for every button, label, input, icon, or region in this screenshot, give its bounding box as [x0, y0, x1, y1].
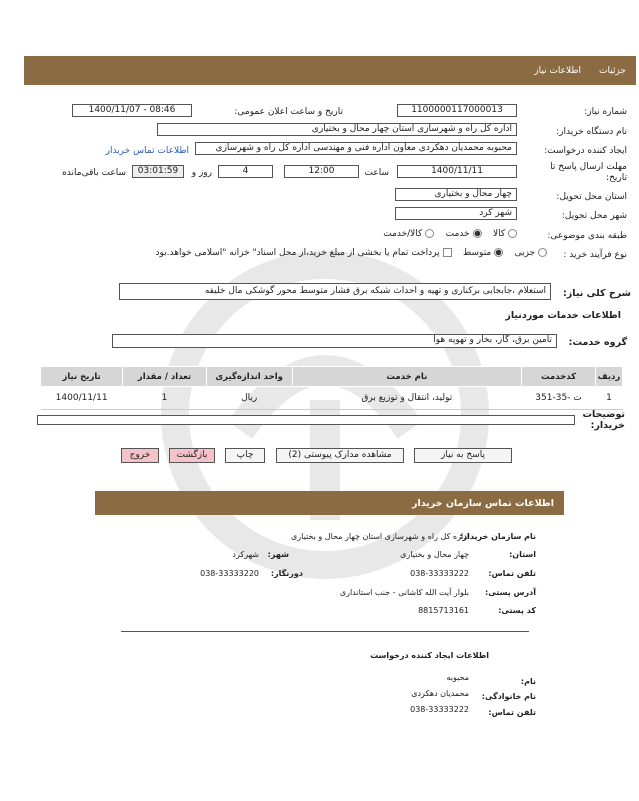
category-options	[383, 229, 517, 239]
province-label: استان محل تحویل:	[556, 192, 627, 202]
contact-postal-label: کد پستی:	[498, 606, 536, 615]
days-label: روز و	[191, 168, 212, 178]
buyer-org-field: اداره کل راه و شهرسازی استان چهار محال و بختیاری	[157, 123, 517, 136]
remaining-label: ساعت باقی‌مانده	[62, 168, 126, 178]
col-qty: تعداد / مقدار	[123, 367, 206, 387]
print-button[interactable]: چاپ	[225, 448, 265, 463]
time-label: ساعت	[364, 168, 389, 178]
cat-goods-service-label: کالا/خدمت	[383, 229, 423, 239]
col-row: ردیف	[596, 367, 623, 387]
top-nav	[24, 56, 636, 85]
col-name: نام خدمت	[292, 367, 521, 387]
remaining-time-field: 03:01:59	[132, 165, 184, 178]
deadline-label: مهلت ارسال پاسخ تا تاریخ:	[550, 162, 627, 183]
contact-province-value: چهار محال و بختیاری	[400, 550, 469, 559]
cat-goods-service-radio[interactable]	[425, 229, 434, 238]
cell-date: 1400/11/11	[41, 387, 123, 410]
cat-service-label: خدمت	[445, 229, 470, 239]
contact-org-value: اداره کل راه و شهرسازی استان چهار محال و بختیاری	[291, 532, 469, 541]
days-field: 4	[218, 165, 273, 178]
table-row	[41, 387, 623, 410]
cell-code: ت -35-351	[522, 387, 596, 410]
deadline-time-field: 12:00	[284, 165, 359, 178]
creator-label: ایجاد کننده درخواست:	[544, 146, 627, 156]
col-code: کدخدمت	[522, 367, 596, 387]
buyer-notes-label: توضیحات خریدار:	[582, 409, 625, 431]
creator-field: محبوبه محمدیان دهکردی معاون اداره فنی و مهندسی اداره کل راه و شهرسازی	[195, 142, 517, 155]
cell-row: 1	[596, 387, 623, 410]
contact-address-label: آدرس پستی:	[485, 588, 536, 597]
contact-postal-value: 8815713161	[418, 606, 469, 615]
cat-goods-radio[interactable]	[508, 229, 517, 238]
table-header-row	[41, 367, 623, 387]
divider	[121, 631, 529, 632]
buyer-contact-link[interactable]: اطلاعات تماس خریدار	[105, 146, 189, 156]
announce-field: 1400/11/07 - 08:46	[72, 104, 192, 117]
proc-partial-label: جزیی	[514, 248, 536, 258]
deadline-date-field: 1400/11/11	[397, 165, 517, 178]
service-group-field: تامین برق، گاز، بخار و تهویه هوا	[112, 334, 557, 348]
requester-family-label: نام خانوادگی:	[481, 692, 536, 701]
cell-name: تولید، انتقال و توزیع برق	[292, 387, 521, 410]
requester-name-label: نام:	[520, 677, 536, 686]
proc-medium-radio[interactable]	[494, 248, 503, 257]
contact-fax-value: 038-33333220	[200, 569, 259, 578]
contact-phone-value: 038-33333222	[410, 569, 469, 578]
requester-family-value: محمدیان دهکردی	[411, 689, 469, 698]
requester-title: اطلاعات ایجاد کننده درخواست	[370, 651, 489, 660]
need-number-label: شماره نیاز:	[584, 107, 627, 117]
requester-phone-value: 038-33333222	[410, 705, 469, 714]
contact-section-header: اطلاعات تماس سازمان خریدار	[95, 491, 564, 515]
service-group-label: گروه خدمت:	[568, 337, 627, 348]
process-label: نوع فرآیند خرید :	[563, 250, 627, 260]
cat-service-radio[interactable]	[473, 229, 482, 238]
payment-checkbox[interactable]	[443, 248, 452, 257]
requester-name-value: محبوبه	[446, 673, 469, 682]
contact-org-label: نام سازمان خریدار:	[459, 532, 536, 541]
exit-button[interactable]: خروج	[121, 448, 159, 463]
announce-label: تاریخ و ساعت اعلان عمومی:	[234, 107, 343, 117]
contact-province-label: استان:	[509, 550, 536, 559]
contact-city-value: شهرکرد	[232, 550, 259, 559]
cell-unit: ریال	[206, 387, 292, 410]
city-label: شهر محل تحویل:	[561, 211, 627, 221]
buyer-notes-field	[37, 415, 575, 425]
services-table	[40, 366, 623, 410]
summary-label: شرح کلی نیاز:	[562, 288, 631, 299]
buyer-org-label: نام دستگاه خریدار:	[556, 127, 627, 137]
summary-field: استعلام ،جابجایی برکناری و تهیه و احداث شبکه برق فشار متوسط محور گوشکی مال خلیفه	[119, 283, 551, 300]
payment-note: پرداخت تمام یا بخشی از مبلغ خرید،از محل اسناد" خزانه "اسلامی خواهد.بود	[155, 248, 440, 258]
cell-qty: 1	[123, 387, 206, 410]
requester-phone-label: تلفن تماس:	[488, 708, 536, 717]
contact-phone-label: تلفن تماس:	[488, 569, 536, 578]
proc-medium-label: متوسط	[462, 248, 492, 258]
col-unit: واحد اندازه‌گیری	[206, 367, 292, 387]
reply-button[interactable]: پاسخ به نیاز	[414, 448, 512, 463]
process-options	[155, 248, 547, 258]
province-field: چهار محال و بختیاری	[395, 188, 517, 201]
contact-city-label: شهر:	[267, 550, 289, 559]
attachments-button[interactable]: مشاهده مدارک پیوستی (2)	[276, 448, 404, 463]
col-date: تاریخ نیاز	[41, 367, 123, 387]
category-label: طبقه بندی موضوعی:	[547, 231, 627, 241]
need-number-field: 1100000117000013	[397, 104, 517, 117]
contact-fax-label: دورنگار:	[270, 569, 303, 578]
services-title: اطلاعات خدمات موردنیاز	[505, 310, 621, 321]
proc-partial-radio[interactable]	[538, 248, 547, 257]
city-field: شهر کرد	[395, 207, 517, 220]
back-button[interactable]: بازگشت	[169, 448, 215, 463]
tab-details[interactable]: جزئیات	[599, 65, 626, 76]
tab-need-info[interactable]: اطلاعات نیاز	[534, 65, 582, 76]
contact-address-value: بلوار آیت الله کاشانی - جنب استانداری	[339, 588, 469, 597]
cat-goods-label: کالا	[492, 229, 506, 239]
